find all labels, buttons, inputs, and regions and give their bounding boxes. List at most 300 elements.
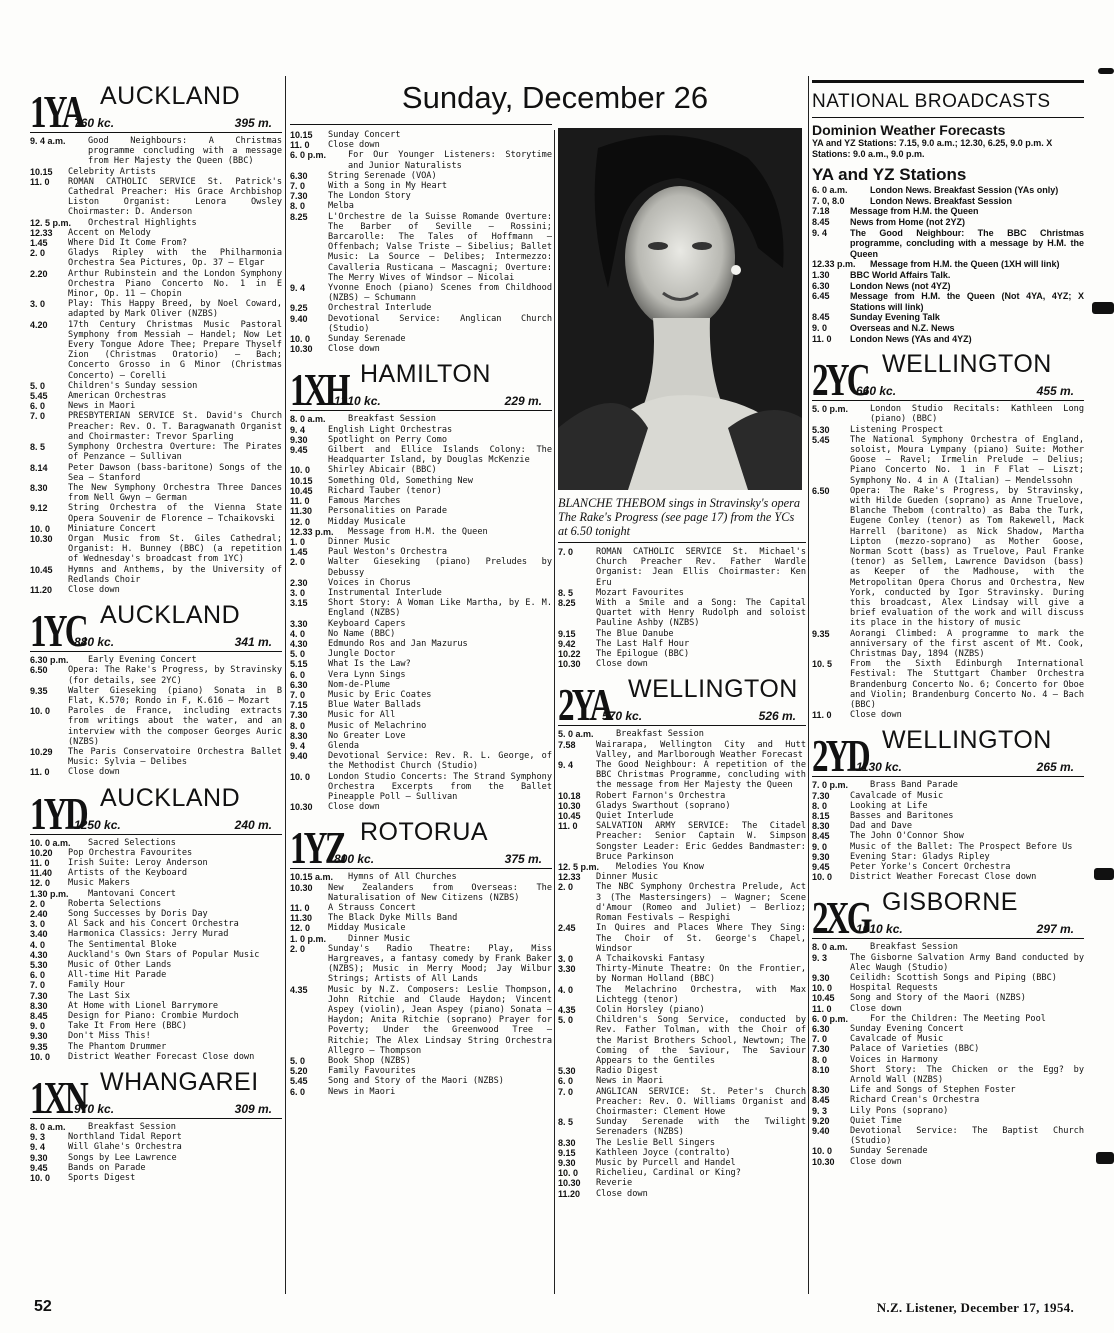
programme-row: [30, 878, 282, 888]
programme-row: [558, 1138, 806, 1148]
programme-time: 8.15: [812, 811, 830, 821]
programme-time: 9.30: [30, 1031, 48, 1042]
call-sign: 2YD: [812, 730, 868, 782]
programme-row: [30, 970, 282, 980]
programme-title: From the Sixth Edinburgh International Festival: The Stuttgart Chamber Orchestra Brandenburg Concerto No. 6; Concerto for Oboe and Violin; Brandenburg Concerto No. 4 — Bach (BBC): [850, 659, 1084, 710]
programme-time: 7.30: [812, 790, 830, 801]
programme-title: Opera: The Rake's Progress, by Stravinsky, with Hilde Gueden (soprano) as Anne Truelove, Blanche Thebom (contralto) as Baba the Turk, Eugene Conley (tenor) as Tom Rakewell, Mack Harrell (baritone) as Nick Shadow, Martha Lipton (mezzo-soprano) as Mother Goose, Norman Scott (bass) as Truelove, Paul Franke (tenor) as Sellem, Lawrence Davidson (bass) as Keeper of the Madhouse, with the Metropolitan Opera Chorus and Orchestra, New York, conducted by Igor Stravinsky. During this broadcast, Alex Lindsay will give a brief evaluation of the work and will discuss its place in the history of music: [850, 485, 1084, 629]
programme-title: Robert Farnon's Orchestra: [596, 790, 726, 801]
programme-row: [30, 960, 282, 970]
programme-title: Devotional Service: Rev. R. L. George, of the Methodist Church (Studio): [328, 751, 552, 772]
programme-title: The Good Neighbour: A repetition of the BBC Christmas Programme, concluding with the message from Her Majesty the Queen: [596, 760, 806, 791]
programme-time: 11. 0: [812, 710, 832, 721]
programme-list: [30, 655, 282, 777]
programme-list: [812, 404, 1084, 720]
programme-title: Sunday Serenade: [850, 1146, 928, 1157]
programme-row: [812, 831, 1084, 841]
programme-time: 11.30: [290, 913, 313, 924]
programme-row: [558, 659, 806, 669]
programme-row: [290, 445, 552, 465]
programme-time: 5. 0: [558, 1015, 574, 1026]
programme-title: Spotlight on Perry Como: [328, 434, 447, 445]
programme-row: [290, 1066, 552, 1076]
programme-row: [290, 588, 552, 598]
programme-time: 6. 0: [30, 970, 46, 981]
programme-time: 11. 0: [30, 767, 50, 778]
programme-row: [290, 181, 552, 191]
programme-row: [812, 1024, 1084, 1034]
programme-row: [812, 1126, 1084, 1146]
programme-time: 4. 0: [290, 628, 306, 639]
programme-time: 11. 0: [290, 903, 310, 913]
programme-time: 5.20: [290, 1066, 308, 1077]
programme-row: [558, 801, 806, 811]
programme-title: Instrumental Interlude: [328, 587, 442, 598]
programme-title: The Sentimental Bloke: [68, 939, 177, 950]
ya-yz-heading: YA and YZ Stations: [812, 165, 967, 185]
programme-row: [812, 1065, 1084, 1085]
programme-title: The London Story: [328, 191, 411, 202]
station-continued-2: [558, 547, 806, 669]
programme-time: 9.35: [30, 1041, 48, 1052]
programme-time: 11.20: [558, 1188, 581, 1199]
programme-row: [290, 598, 552, 618]
programme-title: Palace of Varieties (BBC): [850, 1044, 980, 1055]
programme-time: 9.45: [290, 445, 308, 456]
programme-time: 6. 0 p.m.: [290, 150, 327, 161]
programme-title: Play: This Happy Breed, by Noel Coward, adapted by Mark Oliver (NZBS): [68, 299, 282, 320]
programme-time: 5. 0: [290, 649, 306, 660]
programme-time: 1. 0: [290, 536, 306, 547]
programme-title: The National Symphony Orchestra of England, soloist, Moura Lympany (piano) Suite: Mother Goose — Ravel; Irmelin Prelude — Delius; Piano Concerto No. 1 in F Flat — Liszt; Symphony No. 4 in A (Italian) — Mendelssohn: [850, 434, 1084, 486]
programme-title: BBC World Affairs Talk.: [850, 269, 951, 280]
programme-title: Kathleen Joyce (contralto): [596, 1147, 731, 1158]
margin-mark: [1096, 1152, 1114, 1164]
programme-title: Ceilidh: Scottish Songs and Piping (BBC): [850, 973, 1057, 984]
programme-time: 6. 0: [30, 401, 46, 412]
programme-time: 1. 0 p.m.: [290, 933, 327, 944]
programme-title: ROMAN CATHOLIC SERVICE St. Patrick's Cathedral Preacher: His Grace Archbishop Liston Organist: Lenora Owsley Choirmaster: D. Anderson: [68, 176, 282, 218]
programme-time: 6. 0: [558, 1076, 574, 1087]
programme-title: Organ Music from St. Giles Cathedral; Organist: H. Bunney (BBC) (a repetition of Wednesday's broadcast from 1YC): [68, 533, 282, 565]
programme-list: [30, 1122, 282, 1183]
programme-row: [812, 217, 1084, 228]
programme-time: 10. 0 a.m.: [30, 837, 71, 848]
programme-title: Sunday's Radio Theatre: Play, Miss Hargreaves, a fantasy comedy by Frank Baker (NZBS); Music in Merry Mood; Jay Wilbur Strings; Artists of All Lands: [328, 943, 552, 985]
programme-time: 9. 0: [30, 1021, 46, 1032]
programme-title: Edmundo Ros and Jan Mazurus: [328, 638, 468, 649]
programme-time: 1.45: [30, 238, 48, 249]
programme-time: 10.30: [290, 344, 313, 355]
programme-title: ANGLICAN SERVICE: St. Peter's Church Preacher: Rev. O. Williams Organist and Choirmaster: Clement Howe: [596, 1086, 806, 1117]
portrait-image: [558, 128, 802, 490]
issue-line: N.Z. Listener, December 17, 1954.: [876, 1300, 1074, 1315]
programme-row: [812, 780, 1084, 790]
station-header: [812, 348, 1084, 406]
weather-forecasts-heading: Dominion Weather Forecasts: [812, 122, 1006, 138]
programme-title: Dinner Music: [328, 536, 391, 547]
programme-title: The Epilogue (BBC): [596, 649, 690, 660]
programme-time: 9.15: [558, 628, 576, 639]
programme-title: Blue Water Ballads: [328, 700, 422, 711]
programme-list: [30, 838, 282, 1062]
call-sign: 1YA: [30, 86, 83, 137]
programme-row: [30, 940, 282, 950]
programme-row: [290, 414, 552, 424]
station-continued: [290, 130, 552, 354]
programme-title: Sports Digest: [68, 1173, 136, 1184]
programme-title: Aorangi Climbed: A programme to mark the anniversary of the first ascent of Mt. Cook, Christmas Day, 1894 (NZBS): [850, 628, 1084, 659]
station-header: [812, 886, 1084, 944]
call-sign: 1YC: [30, 605, 86, 657]
programme-time: 2.40: [30, 909, 48, 919]
programme-time: 10.30: [558, 800, 581, 811]
programme-time: 8. 0 a.m.: [290, 414, 326, 425]
programme-title: Evening Star: Gladys Ripley: [850, 851, 990, 862]
programme-time: 10. 0: [290, 334, 311, 345]
programme-time: 8.30: [30, 1000, 48, 1011]
programme-row: [558, 1148, 806, 1158]
programme-time: 9.35: [30, 685, 48, 696]
frequency-kc: 660 kc.: [856, 384, 897, 399]
programme-row: [812, 228, 1084, 260]
programme-time: 9. 4: [290, 740, 306, 751]
programme-row: [558, 821, 806, 862]
programme-title: Voices in Chorus: [328, 577, 411, 588]
programme-time: 9. 4: [30, 1142, 46, 1153]
station-city: WELLINGTON: [882, 350, 1052, 379]
programme-row: [30, 929, 282, 939]
programme-row: [290, 1056, 552, 1066]
programme-row: [290, 476, 552, 486]
station-1yz: [290, 816, 552, 1096]
programme-time: 6.45: [812, 291, 830, 302]
programme-time: 10.30: [290, 802, 313, 813]
programme-title: News in Maori: [68, 401, 136, 412]
programme-row: [812, 983, 1084, 993]
programme-title: Breakfast Session: [616, 729, 704, 740]
programme-time: 10. 0: [812, 983, 833, 994]
programme-row: [290, 700, 552, 710]
programme-time: 3. 0: [30, 919, 46, 930]
programme-row: [30, 1052, 282, 1062]
weather-forecasts-text: YA and YZ Stations: 7.15, 9.0 a.m.; 12.30, 6.25, 9.0 p.m. X Stations: 9.0 a.m., 9.0 p.m.: [812, 138, 1053, 159]
programme-row: [558, 964, 806, 984]
programme-row: [558, 1087, 806, 1118]
programme-title: The Black Dyke Mills Band: [328, 913, 458, 924]
programme-row: [30, 1132, 282, 1142]
programme-title: Peter Yorke's Concert Orchestra: [850, 862, 1011, 873]
programme-time: 8.45: [30, 1011, 48, 1022]
programme-time: 9.45: [30, 1162, 48, 1173]
programme-time: 6. 0 p.m.: [812, 1013, 849, 1024]
programme-list: [558, 729, 806, 1198]
programme-list: [558, 547, 806, 669]
programme-title: Sunday Concert: [328, 130, 401, 140]
programme-row: [290, 670, 552, 680]
programme-time: 10.30: [812, 1156, 835, 1167]
programme-row: [30, 565, 282, 585]
programme-time: 5.45: [290, 1076, 308, 1087]
programme-row: [290, 496, 552, 506]
programme-time: 6.50: [812, 485, 830, 496]
programme-title: Songs by Lee Lawrence: [68, 1152, 177, 1163]
programme-title: Shirley Abicair (BBC): [328, 465, 437, 476]
column-rule: [554, 130, 555, 1294]
programme-row: [558, 1189, 806, 1199]
programme-row: [812, 1157, 1084, 1167]
programme-time: 11. 0: [30, 857, 50, 868]
programme-title: Song and Story of the Maori (NZBS): [328, 1076, 504, 1087]
programme-row: [290, 690, 552, 700]
programme-row: [290, 465, 552, 475]
wavelength-m: 240 m.: [234, 817, 272, 832]
programme-title: Devotional Service: The Baptist Church (Studio): [850, 1126, 1084, 1147]
programme-row: [290, 425, 552, 435]
programme-title: Hymns and Anthems, by the University of Redlands Choir: [68, 564, 282, 585]
programme-row: [30, 218, 282, 228]
programme-time: 10. 0: [558, 1168, 579, 1179]
programme-time: 8.25: [290, 211, 308, 222]
programme-time: 7. 0: [290, 181, 306, 192]
programme-time: 11. 0: [812, 333, 832, 344]
programme-time: 9. 4: [290, 283, 306, 294]
frequency-kc: 1250 kc.: [74, 817, 121, 832]
programme-row: [558, 954, 806, 964]
programme-time: 8.14: [30, 462, 48, 473]
wavelength-m: 297 m.: [1036, 922, 1074, 937]
programme-row: [30, 868, 282, 878]
programme-row: [558, 760, 806, 791]
programme-time: 7.30: [290, 710, 308, 721]
programme-title: Cavalcade of Music: [850, 1034, 944, 1045]
programme-time: 7. 0: [290, 689, 306, 700]
programme-title: Close down: [850, 1003, 902, 1014]
station-1yd: [30, 782, 282, 1062]
programme-title: London News (not 4YZ): [850, 280, 951, 291]
programme-time: 12. 0: [290, 516, 311, 527]
programme-time: 12.33: [558, 872, 581, 883]
programme-time: 12.33 p.m.: [290, 526, 334, 537]
programme-time: 10.22: [558, 649, 581, 660]
programme-time: 9.42: [558, 638, 576, 649]
programme-row: [30, 991, 282, 1001]
call-sign: 1YZ: [290, 822, 344, 874]
programme-time: 2. 0: [30, 248, 46, 259]
programme-time: 10.45: [812, 993, 835, 1004]
programme-time: 8. 0: [290, 720, 306, 731]
programme-title: Music Makers: [68, 878, 131, 889]
programme-time: 4. 0: [558, 984, 574, 995]
programme-row: [30, 889, 282, 899]
programme-time: 5. 0: [30, 380, 46, 391]
programme-title: Midday Musicale: [328, 516, 406, 527]
programme-time: 9.15: [558, 1147, 576, 1158]
programme-title: The Phantom Drummer: [68, 1041, 167, 1052]
programme-title: London News. Breakfast Session (YAs only): [870, 185, 1059, 196]
programme-time: 10.15 a.m.: [290, 872, 334, 883]
station-city: HAMILTON: [360, 360, 491, 389]
programme-time: 9. 3: [812, 1105, 828, 1116]
programme-time: 7. 0 p.m.: [812, 780, 849, 791]
programme-title: The John O'Connor Show: [850, 831, 964, 842]
programme-row: [30, 483, 282, 503]
programme-title: Thirty-Minute Theatre: On the Frontier, by Norman Holland (BBC): [596, 964, 806, 985]
programme-title: Auckland's Own Stars of Popular Music: [68, 949, 260, 960]
programme-title: Devotional Service: Anglican Church (Studio): [328, 313, 552, 334]
wavelength-m: 265 m.: [1036, 760, 1074, 775]
programme-time: 9. 4: [558, 760, 574, 771]
programme-title: Breakfast Session: [88, 1122, 176, 1133]
programme-time: 6.30: [812, 1024, 830, 1035]
programme-time: 5. 0: [290, 1056, 306, 1067]
programme-time: 9.45: [812, 862, 830, 873]
programme-time: 8. 0: [812, 1054, 828, 1065]
programme-time: 8.10: [812, 1064, 830, 1075]
programme-title: With a Song in My Heart: [328, 181, 447, 192]
programme-title: Radio Digest: [596, 1066, 659, 1077]
programme-time: 10.30: [290, 882, 313, 893]
programme-time: 8. 5: [558, 587, 574, 598]
programme-time: 1.45: [290, 547, 308, 558]
programme-row: [30, 706, 282, 747]
programme-time: 12. 5 p.m.: [30, 217, 72, 228]
divider: [290, 124, 552, 125]
programme-time: 11. 0: [558, 821, 578, 832]
margin-mark: [1098, 68, 1114, 74]
programme-row: [30, 401, 282, 411]
programme-title: Design for Piano: Crombie Murdoch: [68, 1011, 239, 1022]
programme-title: Personalities on Parade: [328, 506, 447, 517]
programme-title: Early Evening Concert: [88, 655, 197, 666]
programme-title: Close down: [68, 767, 120, 778]
programme-time: 7. 0: [558, 547, 574, 557]
programme-title: Close down: [328, 140, 380, 151]
programme-title: String Orchestra of the Vienna State Opera Souvenir de Florence — Tchaikovski: [68, 503, 282, 524]
programme-title: Keyboard Capers: [328, 618, 406, 629]
programme-row: [558, 1158, 806, 1168]
programme-time: 3.40: [30, 929, 48, 940]
programme-row: [290, 659, 552, 669]
programme-title: London News. Breakfast Session: [870, 195, 1013, 206]
programme-time: 4.35: [558, 1004, 576, 1015]
programme-title: Close down: [328, 344, 380, 355]
programme-list: [812, 942, 1084, 1166]
programme-title: Breakfast Session: [870, 942, 958, 953]
programme-row: [30, 1001, 282, 1011]
programme-title: Book Shop (NZBS): [328, 1056, 411, 1067]
page-date-title: Sunday, December 26: [401, 80, 709, 115]
programme-title: For the Children: The Meeting Pool: [870, 1013, 1046, 1024]
call-sign: 2YC: [812, 354, 868, 406]
programme-title: Dinner Music: [596, 872, 659, 883]
programme-title: Walter Gieseking (piano) Preludes by Debussy: [328, 557, 552, 578]
station-header: [30, 80, 282, 137]
programme-time: 6. 0: [290, 1086, 306, 1097]
programme-row: [812, 791, 1084, 801]
programme-time: 6.30: [290, 170, 308, 181]
programme-row: [290, 557, 552, 577]
programme-time: 1.30 p.m.: [30, 888, 69, 899]
programme-title: Hospital Requests: [850, 983, 938, 994]
programme-time: 9.30: [812, 851, 830, 862]
programme-title: Midday Musicale: [328, 923, 406, 934]
programme-title: Music by N.Z. Composers: Leslie Thompson, John Ritchie and Claude Haydon; Vincent Aspey (violin), Jean Aspey (piano) Sonata — Haydon; Anita Ritchie (soprano) Prayer for Poverty; Under the Greenwood Tree — Ritchie; The Alex Lindsay String Orchestra Allegro — Thompson: [328, 984, 552, 1056]
programme-title: String Serenade (VOA): [328, 170, 437, 181]
programme-title: Looking at Life: [850, 800, 928, 811]
call-sign: 1XN: [30, 1072, 86, 1124]
programme-time: 6.30: [290, 679, 308, 690]
programme-time: 10. 0: [290, 771, 311, 782]
programme-row: [30, 1021, 282, 1031]
programme-time: 7. 0, 8.0: [812, 195, 845, 206]
programme-title: For Our Younger Listeners: Storytime and Junior Naturalists: [348, 150, 552, 171]
programme-title: Arthur Rubinstein and the London Symphony Orchestra Piano Concerto No. 1 in E Minor, Op. 11 — Chopin: [68, 268, 282, 300]
programme-time: 8.25: [558, 598, 576, 609]
programme-row: [30, 655, 282, 665]
programme-time: 11.40: [30, 868, 53, 879]
programme-time: 7.58: [558, 739, 576, 750]
programme-title: Message from H.M. the Queen: [348, 526, 488, 537]
programme-row: [30, 391, 282, 401]
programme-time: 4.30: [290, 638, 308, 649]
programme-row: [290, 649, 552, 659]
programme-row: [30, 767, 282, 777]
programme-title: Nom-de-Plume: [328, 679, 391, 690]
programme-title: Vera Lynn Sings: [328, 669, 406, 680]
programme-time: 6.30: [812, 280, 830, 291]
programme-row: [558, 629, 806, 639]
programme-row: [30, 320, 282, 381]
programme-row: [290, 537, 552, 547]
programme-row: [812, 1106, 1084, 1116]
station-header: [558, 673, 806, 731]
programme-row: [30, 167, 282, 177]
programme-row: [290, 547, 552, 557]
programme-title: Melba: [328, 201, 354, 212]
programme-time: 10. 0: [30, 706, 51, 717]
photo-caption: BLANCHE THEBOM sings in Stravinsky's opera The Rake's Progress (see page 17) from the YCs at 6.50 tonight: [558, 496, 801, 538]
programme-row: [812, 821, 1084, 831]
programme-time: 8. 0 a.m.: [30, 1122, 66, 1133]
programme-row: [558, 740, 806, 760]
programme-title: Close down: [68, 584, 120, 595]
programme-title: At Home with Lionel Barrymore: [68, 1000, 219, 1011]
programme-row: [558, 923, 806, 954]
programme-title: Sacred Selections: [88, 837, 176, 848]
programme-time: 2. 0: [558, 882, 574, 893]
programme-time: 2. 0: [290, 943, 306, 954]
programme-row: [30, 136, 282, 167]
programme-row: [290, 872, 552, 882]
programme-row: [812, 1034, 1084, 1044]
programme-time: 6.50: [30, 665, 48, 676]
station-city: GISBORNE: [882, 888, 1018, 917]
programme-row: [290, 772, 552, 803]
programme-row: [812, 259, 1084, 270]
programme-row: [290, 212, 552, 283]
station-city: WELLINGTON: [882, 726, 1052, 755]
programme-time: 3.30: [558, 964, 576, 975]
programme-time: 10.29: [30, 746, 53, 757]
programme-row: [812, 425, 1084, 435]
programme-row: [812, 1004, 1084, 1014]
programme-row: [558, 588, 806, 598]
programme-time: 11. 0: [290, 496, 310, 507]
programme-row: [290, 619, 552, 629]
programme-row: [812, 1095, 1084, 1105]
programme-row: [558, 1076, 806, 1086]
